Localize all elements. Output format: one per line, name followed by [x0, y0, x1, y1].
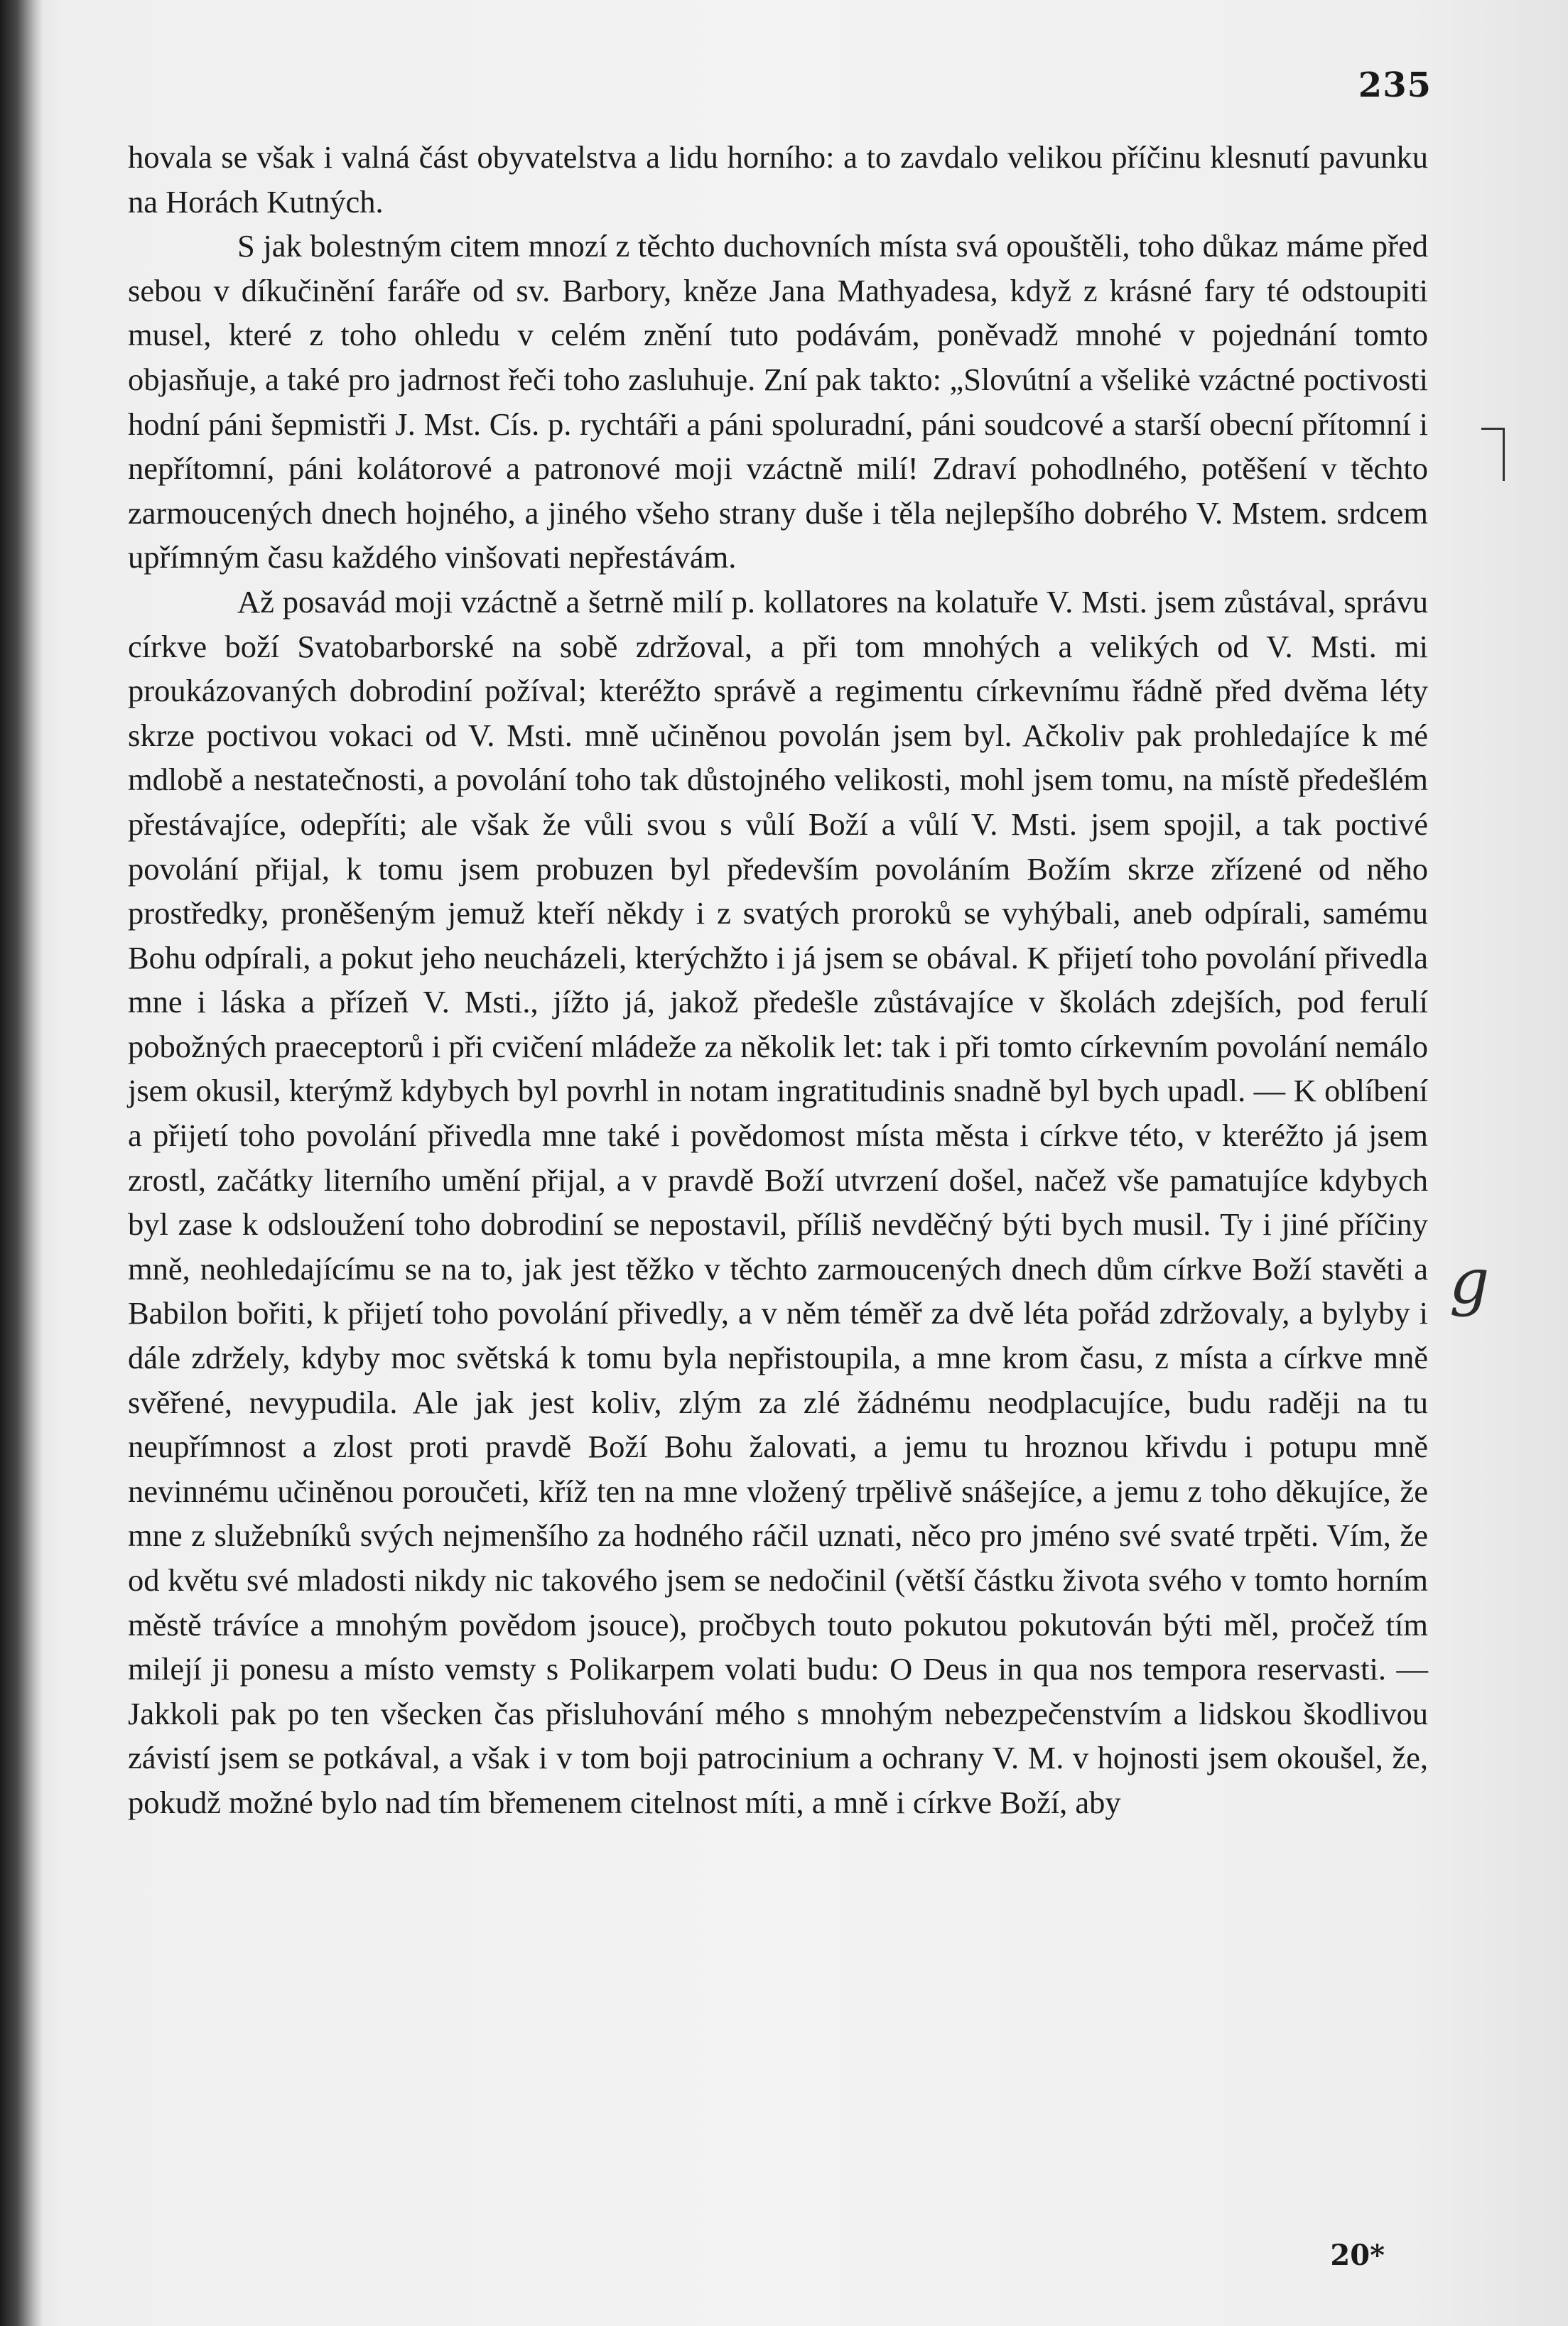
margin-bracket-mark — [1481, 428, 1505, 481]
handwritten-margin-note: g — [1449, 1245, 1490, 1318]
paragraph-1: hovala se však i valná část obyvatelstva a lidu horního: a to zavdalo velikou příčinu klesnutí pavunku na Horách Kutných. — [128, 139, 1428, 220]
page-number: 235 — [1358, 65, 1432, 105]
body-text — [128, 135, 1428, 1825]
paragraph-3: Až posavád moji vzáctně a šetrně milí p. kollatores na kolatuře V. Msti. jsem zůstával, správu církve boží Svatobarborské na sobě zdržoval, a při tom mnohých a velikých od V. Msti. mi proukázovaných dobrodiní požíval; kteréžto správě a regimentu církevnímu řádně před dvěma léty skrze poctivou vokaci od V. Msti. mně učiněnou povolán jsem byl. Ačkoliv pak prohledajíce k mé mdlobě a nestatečnosti, a povolání toho tak důstojného velikosti, mohl jsem tomu, na místě předešlém přestávajíce, odepříti; ale však že vůli svou s vůlí Boží a vůlí V. Msti. jsem spojil, a tak poctivé povolání přijal, k tomu jsem probuzen byl především povoláním Božím skrze zřízené od něho prostředky, proněšeným jemuž kteří někdy i z svatých proroků se vyhýbali, aneb odpírali, samému Bohu odpírali, a pokut jeho neucházeli, kterýchžto i já jsem se obával. K přijetí toho povolání přivedla mne i láska a přízeň V. Msti., jížto já, jakož předešle zůstávajíce v školách zdejších, pod ferulí pobožných praeceptorů i při cvičení mládeže za několik let: tak i při tomto církevním povolání nemálo jsem okusil, kterýmž kdybych byl povrhl in notam ingratitudinis snadně byl bych upadl. — K oblíbení a přijetí toho povolání přivedla mne také i povědomost místa města i církve této, v kteréžto já jsem zrostl, začátky literního umění přijal, a v pravdě Boží utvrzení došel, načež vše pamatujíce kdybych byl zase k odsloužení toho dobrodiní se nepostavil, příliš nevděčný býti bych musil. Ty i jiné příčiny mně, neohledajícímu se na to, jak jest těžko v těchto zarmoucených dnech dům církve Boží stavěti a Babilon bořiti, k přijetí toho povolání přivedly, a v něm téměř za dvě léta pořád zdržovaly, a bylyby i dále zdržely, kdyby moc světská k tomu byla nepřistoupila, a mne krom času, z místa a církve mně svěřené, nevypudila. Ale jak jest koliv, zlým za zlé žádnému neodplacujíce, budu raději na tu neupřímnost a zlost proti pravdě Boží Bohu žalovati, a jemu tu hroznou křivdu i potupu mně nevinnému učiněnou poroučeti, kříž ten na mne vložený trpělivě snášejíce, a jemu z toho děkujíce, že mne z služebníků svých nejmenšího za hodného ráčil uznati, něco pro jméno své svaté trpěti. Vím, že od květu své mladosti nikdy nic takového jsem se nedočinil (větší částku života svého v tomto horním městě trávíce a mnohým povědom jsouce), pročbych touto pokutou pokutován býti měl, pročež tím milejí ji ponesu a místo vemsty s Polikarpem volati budu: O Deus in qua nos tempora reservasti. — Jakkoli pak po ten všecken čas přisluhování mého s mnohým nebezpečenstvím a lidskou škodlivou závistí jsem se potkával, a však i v tom boji patrocinium a ochrany V. M. v hojnosti jsem okoušel, že, pokudž možné bylo nad tím břemenem citelnost míti, a mně i církve Boží, aby — [128, 583, 1428, 1820]
page-edge-shadow — [0, 0, 43, 2326]
paragraph-2: S jak bolestným citem mnozí z těchto duchovních místa svá opouštěli, toho důkaz máme před sebou v díkučinění faráře od sv. Barbory, kněze Jana Mathyadesa, když z krásné fary té odstoupiti musel, které z toho ohledu v celém znění tuto podávám, poněvadž mnohé v pojednání tomto objasňuje, a také pro jadrnost řeči toho zasluhuje. Zní pak takto: „Slovútní a všelikė vzáctné poctivosti hodní páni šepmistři J. Mst. Cís. p. rychtáři a páni spoluradní, páni soudcové a starší obecní přítomní i nepřítomní, páni kolátorové a patronové moji vzáctně milí! Zdraví pohodlného, potěšení v těchto zarmoucených dnech hojného, a jiného všeho strany duše i těla nejlepšího dobrého V. Mstem. srdcem upřímným času každého vinšovati nepřestávám. — [128, 228, 1428, 575]
printer-signature-mark: 20* — [1330, 2239, 1385, 2272]
